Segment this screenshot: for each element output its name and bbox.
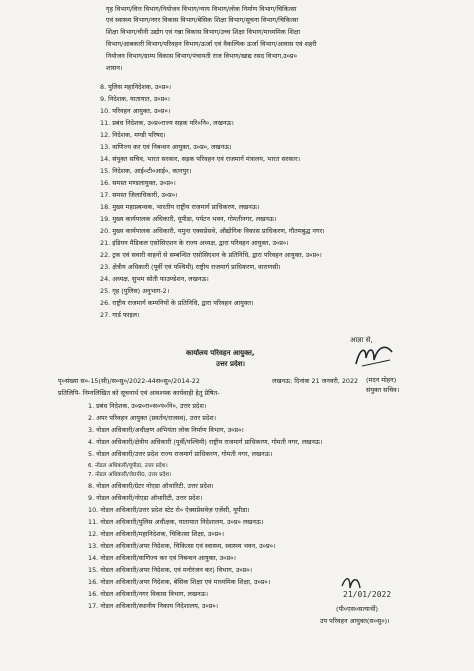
list1-item: 27. गार्ड फाइल। bbox=[100, 311, 140, 319]
list1-item: 18. मुख्य महाप्रबन्धक, भारतीय राष्ट्रीय राजमार्ग प्राधिकरण, लखनऊ। bbox=[100, 203, 260, 211]
list1-item: 21. इंडियन मैडिकल एसोसिएशन के राज्य अध्यक्ष, द्वारा परिवहन आयुक्त, उ०प्र०। bbox=[100, 239, 289, 247]
list1-item: 17. समस्त जिलाधिकारी, उ०प्र०। bbox=[100, 191, 178, 199]
list2-item: 6. नोडल अधिकारी/यूपीडा, उत्तर प्रदेश। bbox=[88, 463, 168, 469]
list2-item: 13. नोडल अधिकारी/अपर निदेशक, चिकित्सा एवं स्वास्थ्य, स्वास्थ्य भवन, उ०प्र०। bbox=[88, 542, 276, 550]
signatory-name: (पी०एस०सत्यार्थी) bbox=[336, 605, 379, 613]
top-line-1: गृह विभाग/वित्त विभाग/नियोजन विभाग/न्याय विभाग/लोक निर्माण विभाग/चिकित्सा bbox=[106, 5, 297, 13]
list2-item: 11. नोडल अधिकारी/पुलिस अधीक्षक, यातायात निदेशालय, उ०प्र० लखनऊ। bbox=[88, 518, 264, 526]
reference-number: पृ०संख्या स०-15(सी)/स०सु०/2022-44स०सु०/2014-22 bbox=[58, 377, 200, 385]
list1-item: 16. समस्त मण्डलायुक्त, उ०प्र०। bbox=[100, 179, 176, 187]
list2-item: 2. अपर परिवहन आयुक्त (प्रवर्तन/राजस्व), उत्तर प्रदेश। bbox=[88, 414, 217, 422]
list2-item: 3. नोडल अधिकारी/अधीक्षण अभियंता लोक निर्माण विभाग, उ०प्र०। bbox=[88, 426, 244, 434]
list1-item: 10. परिवहन आयुक्त, उ०प्र०। bbox=[100, 107, 171, 115]
list1-item: 15. निदेशक, आई०टी०आई०, कानपुर। bbox=[100, 167, 192, 175]
office-state: उत्तर प्रदेश। bbox=[216, 360, 246, 368]
reference-date: लखनऊ: दिनांक 21 जनवरी, 2022 bbox=[272, 377, 359, 385]
list2-item: 14. नोडल अधिकारी/वाणिज्य कर एवं निबन्धन आयुक्त, उ०प्र०। bbox=[88, 554, 236, 562]
list2-item: 9. नोडल अधिकारी/नोएडा ऑथारिटी, उत्तर प्रदेश। bbox=[88, 494, 203, 502]
list2-item: 5. नोडल अधिकारी/उत्तर प्रदेश राज्य राजमार्ग प्राधिकरण, गोमती नगर, लखनऊ। bbox=[88, 450, 273, 458]
list1-item: 24. अध्यक्ष, सुभम सोती फाउण्डेशन, लखनऊ। bbox=[100, 275, 209, 283]
signature-date: 21/01/2022 bbox=[343, 590, 392, 599]
list1-item: 25. गृह (पुलिस) अनुभाग-2। bbox=[100, 287, 170, 295]
top-line-4: विभाग/आबकारी विभाग/परिवहन विभाग/ऊर्जा एवं वैकल्पिक ऊर्जा विभाग/आवास एवं शहरी bbox=[106, 40, 317, 48]
list1-item: 26. राष्ट्रीय राजमार्ग कम्पनियों के प्रतिनिधि, द्वारा परिवहन आयुक्त। bbox=[100, 299, 254, 307]
list2-item: 4. नोडल अधिकारी/क्षेत्रीय अधिकारी (पूर्वी/पश्चिमी) राष्ट्रीय राजमार्ग प्राधिकरण, गोमती नगर, लखनऊ। bbox=[88, 438, 323, 446]
list2-item: 1. प्रबंध निदेशक, उ०प्र०रा०स०प०नि०, उत्तर प्रदेश। bbox=[88, 402, 207, 410]
top-line-6: शासन। bbox=[106, 64, 123, 72]
list1-item: 22. ट्रक एवं सवारी वाहनों से सम्बन्धित एसोसिएशन के प्रतिनिधि, द्वारा परिवहन आयुक्त, उ०प्र०। bbox=[100, 251, 322, 259]
list2-item: 8. नोडल अधिकारी/ग्रेटर नोएडा ऑथारिटी, उत्तर प्रदेश। bbox=[88, 482, 214, 490]
list1-item: 19. मुख्य कार्यपालक अधिकारी, यूपीडा, पर्यटन भवन, गोमतीनगर, लखनऊ। bbox=[100, 215, 277, 223]
list1-item: 9. निदेशक, यातायात, उ०प्र०। bbox=[100, 95, 170, 103]
copy-to-line: प्रतिलिपि- निम्नलिखित को सूचनार्थ एवं आवश्यक कार्यवाही हेतु प्रेषित- bbox=[58, 389, 220, 397]
list2-item: 12. नोडल अधिकारी/महानिदेशक, चिकित्सा शिक्षा, उ०प्र०। bbox=[88, 530, 225, 538]
list2-item: 16. नोडल अधिकारी/अपर निदेशक, बेसिक शिक्षा एवं माध्यमिक शिक्षा, उ०प्र०। bbox=[88, 578, 271, 586]
list2-item: 17. नोडल अधिकारी/स्थानीय निकाय निदेशालय, उ०प्र०। bbox=[88, 602, 219, 610]
list2-item: 16. नोडल अधिकारी/नगर विकास विभाग, लखनऊ। bbox=[88, 590, 209, 598]
by-order-text: आज्ञा से, bbox=[350, 336, 373, 344]
list2-item: 15. नोडल अधिकारी/अपर निदेशक, एवं मनोरंजन कर) विभाग, उ०प्र०। bbox=[88, 566, 253, 574]
signatory-name: (मदन मोहन) bbox=[366, 376, 397, 384]
top-line-5: नियोजन विभाग/ग्राम्य विकास विभाग/पंचायती राज विभाग/खाद्य रसद विभाग,उ०प्र० bbox=[106, 52, 297, 60]
list1-item: 12. निदेशक, मण्डी परिषद। bbox=[100, 131, 166, 139]
list1-item: 13. वाणिज्य कर एवं निबन्धन आयुक्त, उ०प्र०, लखनऊ। bbox=[100, 143, 232, 151]
top-line-3: शिक्षा विभाग/चीनी उद्योग एवं गन्ना विकास विभाग/उच्च शिक्षा विभाग/माध्यमिक शिक्षा bbox=[106, 28, 301, 36]
signatory-designation: उप परिवहन आयुक्त(स०सु०)। bbox=[320, 617, 390, 625]
list1-item: 8. पुलिस महानिदेशक, उ०प्र०। bbox=[100, 83, 172, 91]
signatory-designation: संयुक्त सचिव। bbox=[366, 386, 400, 394]
list1-item: 23. क्षेत्रीय अधिकारी (पूर्वी एवं पश्चिमी) राष्ट्रीय राजमार्ग प्राधिकरण, वाराणसी। bbox=[100, 263, 281, 271]
list2-item: 7. नोडल अधिकारी/जे0पी0, उत्तर प्रदेश। bbox=[88, 472, 172, 478]
list2-item: 10. नोडल अधिकारी/उत्तर प्रदेश स्टेट रो० ऐक्सप्रेसवेज़ एजेंसी, यूपीडा। bbox=[88, 506, 250, 514]
list1-item: 14. संयुक्त सचिव, भारत सरकार, सड़क परिवहन एवं राजमार्ग मंत्रालय, भारत सरकार। bbox=[100, 155, 300, 163]
top-line-2: एवं स्वास्थ्य विभाग/नगर विकास विभाग/बेसिक शिक्षा विभाग/सूचना विभाग/चिकित्सा bbox=[106, 16, 299, 24]
list1-item: 11. प्रबंध निदेशक, उ०प्र०राज्य सड़क परि०नि०, लखनऊ। bbox=[100, 119, 234, 127]
signature-mark bbox=[352, 340, 398, 372]
office-name: कार्यालय परिवहन आयुक्त, bbox=[186, 349, 255, 357]
list1-item: 20. मुख्य कार्यपालक अधिकारी, यमुना एक्सप्रेसवे, औद्योगिक विकास प्राधिकरण, गौतमबुद्ध नगर। bbox=[100, 227, 325, 235]
